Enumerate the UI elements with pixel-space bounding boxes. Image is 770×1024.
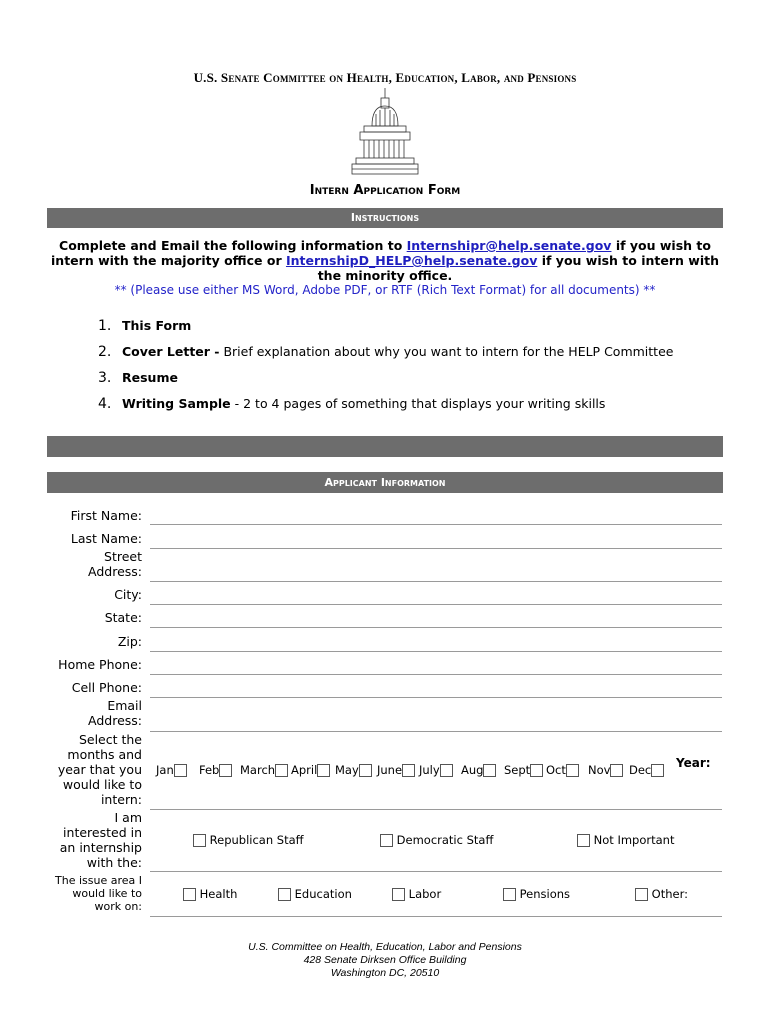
home-phone-field[interactable] xyxy=(150,674,722,675)
checkbox[interactable] xyxy=(483,764,496,777)
month-aug[interactable]: Aug xyxy=(461,763,496,777)
checkbox[interactable] xyxy=(503,888,516,901)
month-dec[interactable]: Dec xyxy=(629,763,664,777)
issue-label: The issue area I would like to work on: xyxy=(55,874,142,913)
city-field[interactable] xyxy=(150,604,722,605)
home-phone-label: Home Phone: xyxy=(58,657,142,672)
issue-field-line xyxy=(150,916,722,917)
requirements-list xyxy=(98,316,673,420)
checkbox[interactable] xyxy=(380,834,393,847)
email-address-label: Email Address: xyxy=(88,698,142,728)
month-june[interactable]: June xyxy=(377,763,415,777)
minority-email-link[interactable]: InternshipD_HELP@help.senate.gov xyxy=(285,253,538,268)
checkbox[interactable] xyxy=(577,834,590,847)
last-name-field[interactable] xyxy=(150,548,722,549)
list-item: 3. Resume xyxy=(98,370,178,386)
checkbox[interactable] xyxy=(566,764,579,777)
months-label: Select the months and year that you would like to intern: xyxy=(57,732,142,807)
list-item: 4. Writing Sample - 2 to 4 pages of something that displays your writing skills xyxy=(98,396,606,412)
state-field[interactable] xyxy=(150,627,722,628)
option-labor[interactable]: Labor xyxy=(392,887,441,901)
checkbox[interactable] xyxy=(278,888,291,901)
instructions-text: Complete and Email the following information to Internshipr@help.senate.gov if you wish to intern with the majority office or InternshipD_HELP@help.senate.gov if you wish to intern with the minority office. xyxy=(51,238,719,283)
list-item: 2. Cover Letter - Brief explanation about why you want to intern for the HELP Committee xyxy=(98,344,674,360)
footer-address: U.S. Committee on Health, Education, Labor and Pensions 428 Senate Dirksen Office Building Washington DC, 20510 xyxy=(248,941,522,979)
applicant-info-bar: Applicant Information xyxy=(47,472,723,493)
section-divider-bar xyxy=(47,436,723,457)
street-address-field[interactable] xyxy=(150,581,722,582)
month-may[interactable]: May xyxy=(335,763,372,777)
capitol-dome-icon xyxy=(350,88,420,182)
month-july[interactable]: July xyxy=(419,763,453,777)
checkbox[interactable] xyxy=(651,764,664,777)
committee-title: U.S. Senate Committee on Health, Education, Labor, and Pensions xyxy=(193,70,577,85)
month-sept[interactable]: Sept xyxy=(504,763,543,777)
zip-label: Zip: xyxy=(117,634,142,649)
checkbox[interactable] xyxy=(317,764,330,777)
year-label: Year: xyxy=(676,756,711,770)
option-other[interactable]: Other: xyxy=(635,887,688,901)
option-republican-staff[interactable]: Republican Staff xyxy=(193,833,304,847)
checkbox[interactable] xyxy=(530,764,543,777)
instructions-bar: Instructions xyxy=(47,208,723,228)
option-health[interactable]: Health xyxy=(183,887,237,901)
form-title: Intern Application Form xyxy=(309,183,461,198)
option-education[interactable]: Education xyxy=(278,887,352,901)
months-field-line xyxy=(150,809,722,810)
month-jan[interactable]: Jan xyxy=(156,763,187,777)
majority-email-link[interactable]: Internshipr@help.senate.gov xyxy=(406,238,612,253)
email-address-field[interactable] xyxy=(150,731,722,732)
interest-label: I am interested in an internship with the: xyxy=(59,810,142,870)
street-address-label: Street Address: xyxy=(88,549,142,579)
month-march[interactable]: March xyxy=(240,763,288,777)
zip-field[interactable] xyxy=(150,651,722,652)
month-nov[interactable]: Nov xyxy=(588,763,623,777)
option-not-important[interactable]: Not Important xyxy=(577,833,674,847)
checkbox[interactable] xyxy=(635,888,648,901)
state-label: State: xyxy=(104,610,142,625)
option-pensions[interactable]: Pensions xyxy=(503,887,570,901)
checkbox[interactable] xyxy=(440,764,453,777)
cell-phone-field[interactable] xyxy=(150,697,722,698)
checkbox[interactable] xyxy=(275,764,288,777)
file-format-note: ** (Please use either MS Word, Adobe PDF, or RTF (Rich Text Format) for all documents) ** xyxy=(114,283,656,297)
first-name-field[interactable] xyxy=(150,524,722,525)
checkbox[interactable] xyxy=(402,764,415,777)
first-name-label: First Name: xyxy=(70,508,142,523)
month-april[interactable]: April xyxy=(291,763,330,777)
interest-field-line xyxy=(150,871,722,872)
checkbox[interactable] xyxy=(174,764,187,777)
checkbox[interactable] xyxy=(183,888,196,901)
checkbox[interactable] xyxy=(610,764,623,777)
last-name-label: Last Name: xyxy=(70,531,142,546)
checkbox[interactable] xyxy=(193,834,206,847)
list-item: 1. This Form xyxy=(98,318,192,334)
month-oct[interactable]: Oct xyxy=(546,763,579,777)
checkbox[interactable] xyxy=(359,764,372,777)
city-label: City: xyxy=(114,587,142,602)
checkbox[interactable] xyxy=(219,764,232,777)
cell-phone-label: Cell Phone: xyxy=(71,680,142,695)
checkbox[interactable] xyxy=(392,888,405,901)
option-democratic-staff[interactable]: Democratic Staff xyxy=(380,833,493,847)
month-feb[interactable]: Feb xyxy=(199,763,232,777)
